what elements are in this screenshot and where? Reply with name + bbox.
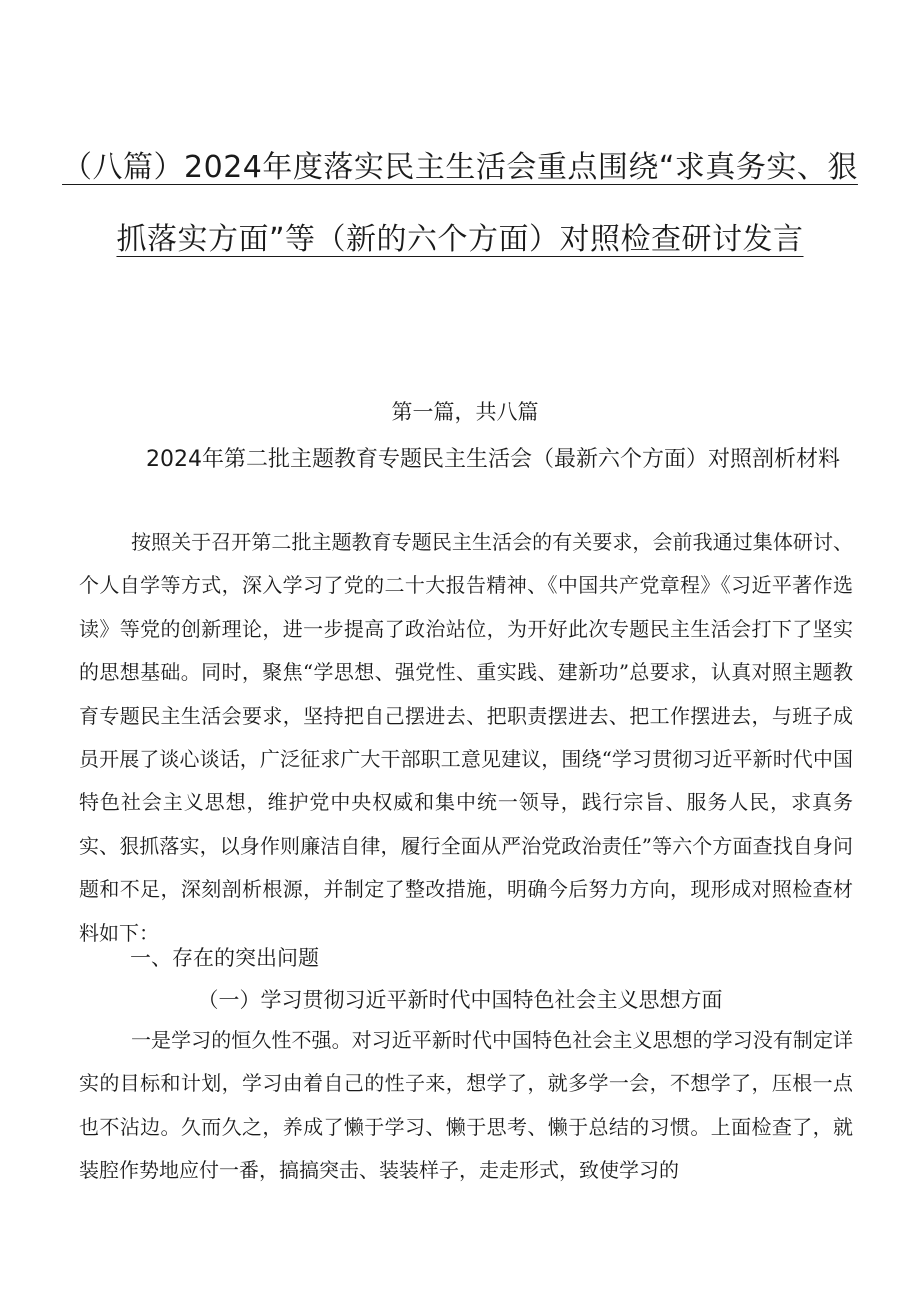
subsection-heading: （一）学习贯彻习近平新时代中国特色社会主义思想方面 [197, 988, 723, 1012]
section-heading: 一、存在的突出问题 [130, 946, 319, 970]
part-heading: 第一篇，共八篇 [391, 400, 539, 424]
material-title: 2024年第二批主题教育专题民主生活会（最新六个方面）对照剖析材料 [146, 447, 840, 472]
document-title: （八篇）2024年度落实民主生活会重点围绕“求真务实、狠抓落实方面”等（新的六个方面）对照检查研讨发言 [62, 150, 858, 257]
body-paragraph: 一是学习的恒久性不强。对习近平新时代中国特色社会主义思想的学习没有制定详实的目标和计划，学习由着自己的性子来，想学了，就多学一会，不想学了，压根一点也不沾边。久而久之，养成了懒于学习、懒于思考、懒于总结的习惯。上面检查了，就装腔作势地应付一番，搞搞突击、装装样子，走走形式，致使学习的 [79, 1028, 853, 1183]
intro-paragraph: 按照关于召开第二批主题教育专题民主生活会的有关要求，会前我通过集体研讨、个人自学等方式，深入学习了党的二十大报告精神、《中国共产党章程》《习近平著作选读》等党的创新理论，进一步提高了政治站位，为开好此次专题民主生活会打下了坚实的思想基础。同时，聚焦“学思想、强党性、重实践、建新功”总要求，认真对照主题教育专题民主生活会要求，坚持把自己摆进去、把职责摆进去、把工作摆进去，与班子成员开展了谈心谈话，广泛征求广大干部职工意见建议，围绕“学习贯彻习近平新时代中国特色社会主义思想，维护党中央权威和集中统一领导，践行宗旨、服务人民，求真务实、狠抓落实，以身作则廉洁自律，履行全面从严治党政治责任”等六个方面查找自身问题和不足，深刻剖析根源，并制定了整改措施，明确今后努力方向，现形成对照检查材料如下： [79, 530, 853, 945]
